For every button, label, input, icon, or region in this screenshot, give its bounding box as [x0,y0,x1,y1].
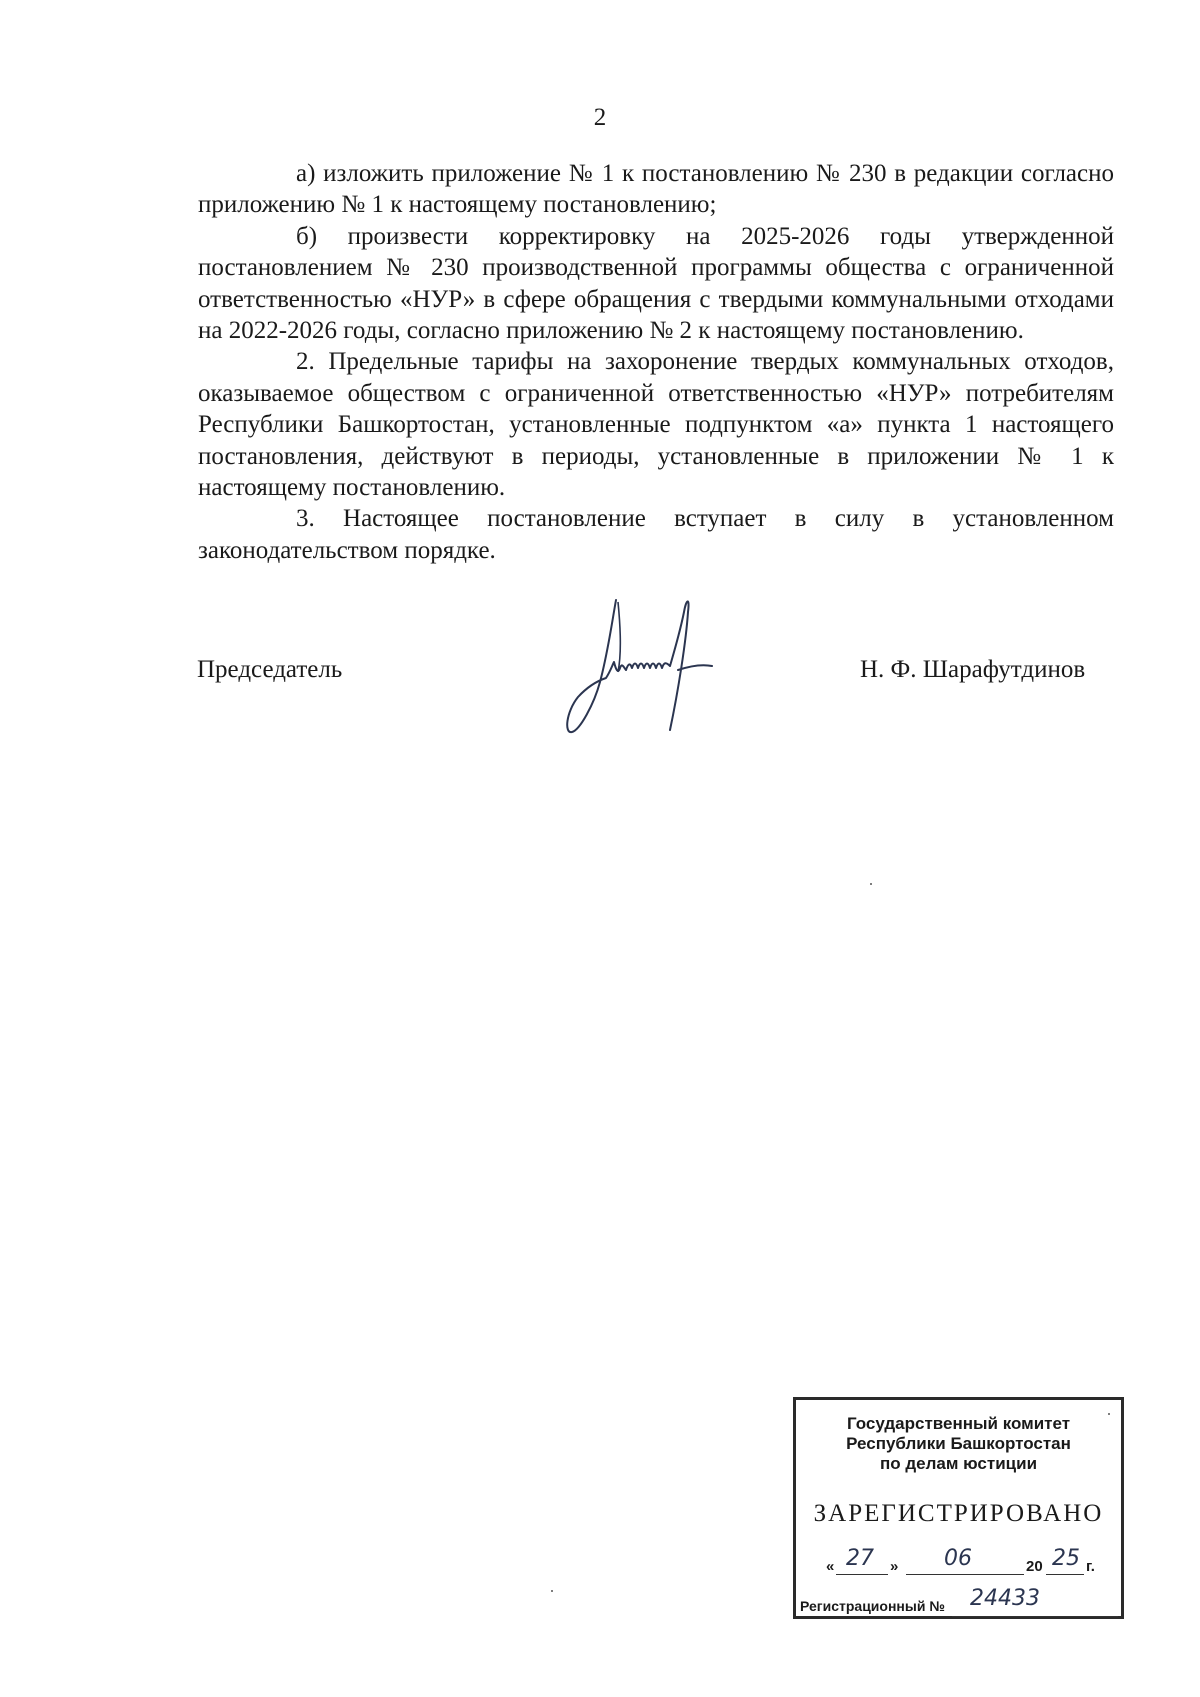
stamp-org-line: Республики Башкортостан [846,1434,1071,1453]
document-body [198,158,1114,566]
year-underline [1046,1574,1084,1575]
stamp-quote-close: » [890,1558,899,1575]
stamp-year-suffix: 25 [1052,1546,1080,1571]
stamp-registration-number [800,1586,1120,1618]
stamp-month: 06 [944,1546,972,1571]
page-number: 2 [593,104,607,131]
handwritten-signature [560,592,730,742]
reg-number-underline [952,1616,1118,1617]
stamp-org-line: Государственный комитет [846,1414,1071,1433]
stamp-day: 27 [846,1546,874,1571]
paragraph-1a: а) изложить приложение № 1 к постановлению № 230 в редакции согласно приложению № 1 к настоящему постановлению; [198,160,1114,219]
stamp-year-prefix: 20 [1026,1558,1043,1575]
signatory-name: Н. Ф. Шарафутдинов [860,656,1086,683]
paragraph-2: 2. Предельные тарифы на захоронение твердых коммунальных отходов, оказываемое обществом с ограниченной ответственностью «НУР» потребителям Республики Башкортостан, установленные подпунктом «а» пункта 1 настоящего постановления, действуют в периоды, установленные в приложении № 1 к настоящему постановлению. [198,348,1114,502]
scan-speck [551,1590,553,1592]
stamp-reg-label: Регистрационный № [800,1598,945,1614]
paragraph-3: 3. Настоящее постановление вступает в силу в установленном законодательством порядке. [198,505,1114,564]
stamp-year-unit: г. [1086,1558,1095,1575]
stamp-organization [796,1414,1121,1474]
stamp-reg-number: 24433 [970,1586,1040,1611]
stamp-registration-date [826,1546,1106,1580]
paragraph-1b: б) произвести корректировку на 2025-2026 годы утвержденной постановлением № 230 производственной программы общества с ограниченной ответственностью «НУР» в сфере обращения с твердыми коммунальными отходами на 2022-2026 годы, согласно приложению № 2 к настоящему постановлению. [198,222,1114,345]
stamp-registered-label: ЗАРЕГИСТРИРОВАНО [813,1500,1104,1527]
stamp-quote-open: « [826,1558,835,1575]
month-underline [906,1574,1024,1575]
day-underline [836,1574,888,1575]
registration-stamp [793,1397,1124,1619]
stamp-org-line: по делам юстиции [879,1454,1038,1473]
signatory-title: Председатель [197,656,343,683]
scan-speck [870,883,872,885]
